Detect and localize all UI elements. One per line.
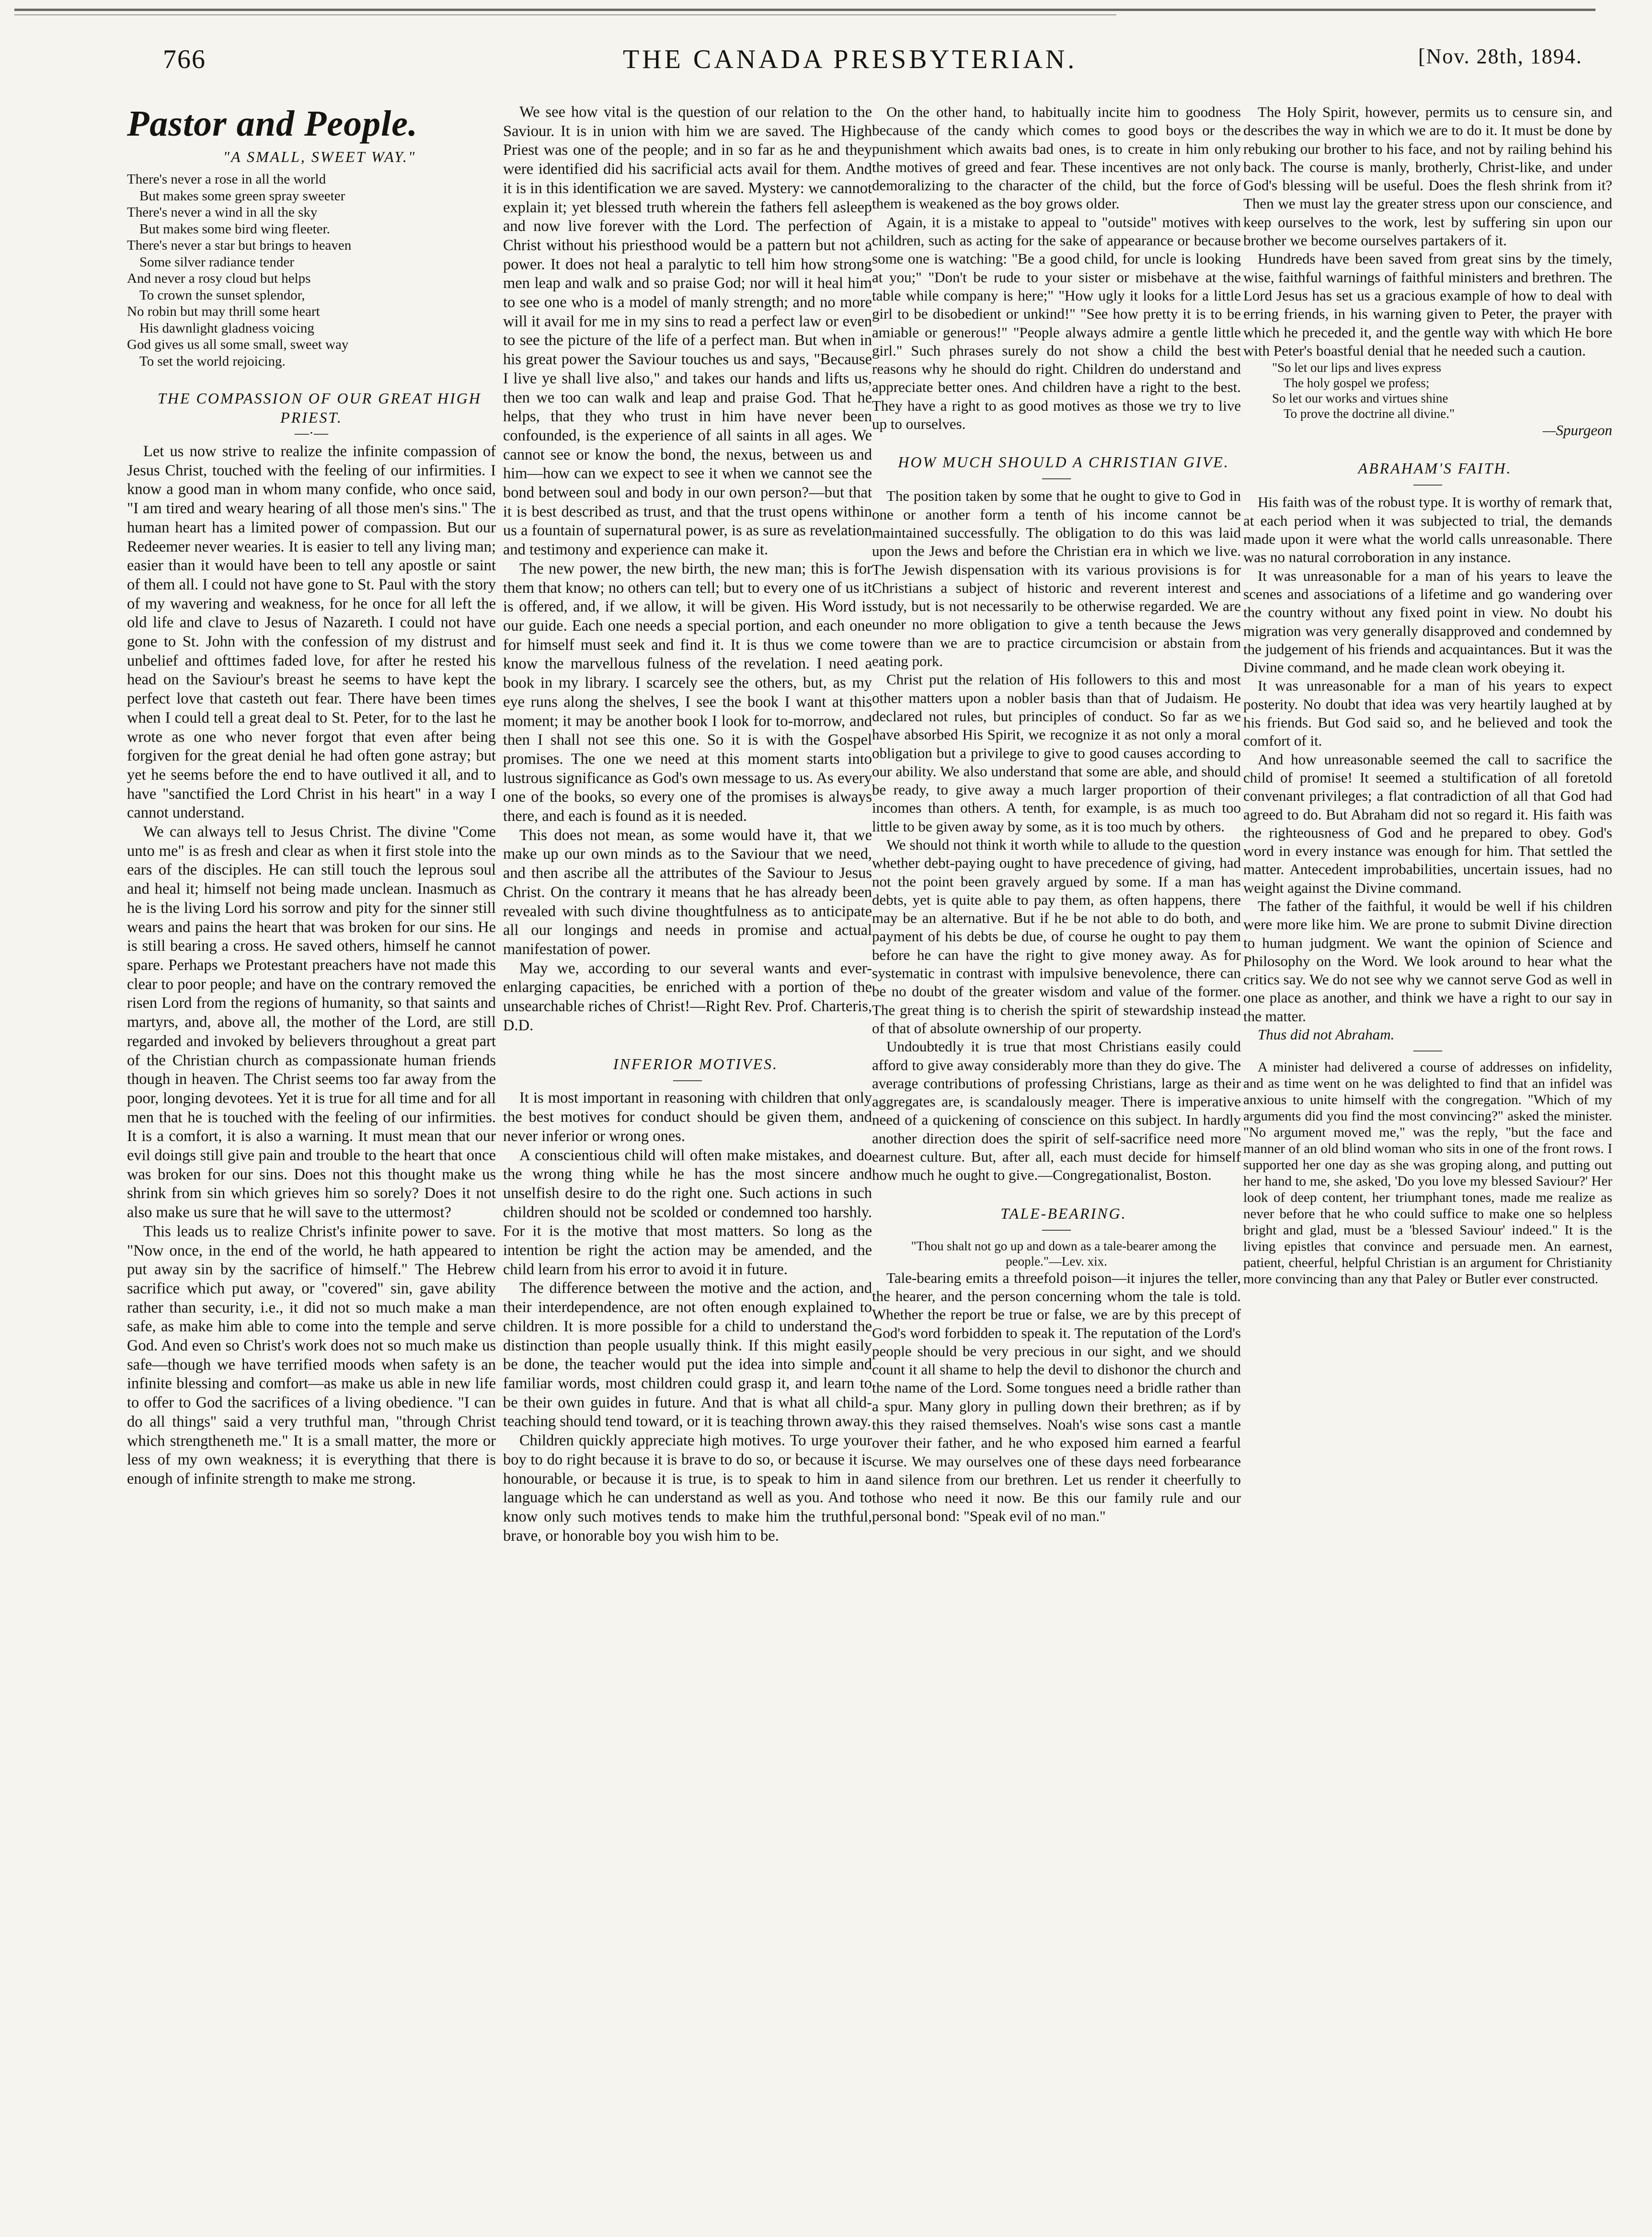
title-rule: ——: [1413, 476, 1442, 492]
paragraph: The new power, the new birth, the new man; this is for them that know; no others can tell; but to every one of us it is offered, and, if we allow, it will be given. His Word is our guide. Each one needs a special portion, and each one for himself must seek and find it. It is thus we come to know the marvellous fulness of the revelation. I need a book in my library. I scarcely see the others, but, as my eye runs along the shelves, I see the book I want at this moment; it may be another book I look for to-morrow, and then I shall not see this one. So it is with the Gospel promises. The one we need at this moment starts into lustrous significance as God's own message to us. As every one of the books, so every one of the promises is always there, and each is found as it is needed.: [503, 560, 872, 825]
department-heading: Pastor and People.: [127, 104, 418, 144]
spacer: [503, 1035, 872, 1054]
paragraph: We see how vital is the question of our relation to the Saviour. It is in union with him we are saved. The High Priest was one of the people; and in so far as he and they were identified did his sacrificial acts avail for them. And it is in this identification we are saved. Mystery: we cannot explain it; yet blessed truth wherein the fathers fell asleep and now live forever with the Lord. The perfection of Christ without his priesthood would be a pattern but not a power. It does not heal a paralytic to tell him how strong men leap and walk and so praise God; nor will it heal him to see one who is a model of manly strength; and no more will it avail for me in my sins to read a perfect law or even to see the picture of the life of a perfect man. But when in his great power the Saviour touches us and says, "Because I live ye shall live also," and takes our hands and lifts us, then we too can walk and leap and praise God. That he helps, that they who trust in him have never been confounded, is the experience of all saints in all ages. We cannot see or know the bond, the nexus, between us and him—how can we expect to see it when we cannot see the bond between soul and body in our own person?—but that it is best described as trust, and that the trust opens within us a fountain of supernatural power, is as sure as revelation and testimony and experience can make it.: [503, 104, 872, 559]
spacer: [872, 1185, 1241, 1204]
column-4: [1243, 103, 1612, 1287]
poem-line: But makes some bird wing fleeter.: [139, 221, 330, 237]
poem-title: "A SMALL, SWEET WAY.": [223, 148, 416, 165]
verse-line: To prove the doctrine all divine.": [1284, 406, 1455, 421]
top-rule-thin: [14, 14, 1116, 15]
article-title-abraham: ABRAHAM'S FAITH.: [1358, 460, 1512, 477]
paragraph: Children quickly appreciate high motives. To urge your boy to do right because it is brave to do so, or because it is honourable, or because it is true, is to speak to him in a language which he can understand as well as you. And to know only such motives tends to make him the truthful, brave, or honorable boy you wish him to be.: [503, 1432, 872, 1545]
poem: [127, 171, 496, 369]
epigraph: "Thou shalt not go up and down as a tale-bearer among the people."—Lev. xix.: [911, 1238, 1216, 1268]
poem-line: To set the world rejoicing.: [139, 353, 286, 369]
column-1: [127, 103, 496, 1489]
masthead-title: THE CANADA PRESBYTERIAN.: [623, 45, 1078, 74]
top-rule: [14, 9, 1595, 11]
poem-line: There's never a rose in all the world: [127, 172, 326, 187]
spacer: [1243, 439, 1612, 459]
paragraph: His faith was of the robust type. It is worthy of remark that, at each period when it was subjected to trial, the demands made upon it were what the world calls unreasonable. There was no natural corroboration in any instance.: [1243, 494, 1612, 566]
poem-line: To crown the sunset splendor,: [139, 287, 305, 303]
page-number: 766: [163, 45, 206, 74]
paragraph: And how unreasonable seemed the call to sacrifice the child of promise! It seemed a stultification of all foretold convenant privileges; a flat contradiction of all that God had agreed to do. But Abraham did not so regard it. His faith was the righteousness of God and he prepared to obey. God's word in every instance was enough for him. That settled the matter. Antecedent improbabilities, uncertain issues, had no weight against the Divine command.: [1243, 750, 1612, 896]
verse: [1243, 360, 1612, 421]
column-3: [872, 103, 1241, 1526]
paragraph: Let us now strive to realize the infinite compassion of Jesus Christ, touched with the feeling of our infirmities. I know a good man in whom many confide, who once said, "I am tired and weary hearing of all those men's sins." The human heart has a limited power of compassion. But our Redeemer never wearies. It is easier to tell any living man; easier than it would have been to tell any apostle or saint of them all. I could not have gone to St. Paul with the story of my wavering and weakness, for he once for all left the old life and clave to Jesus of Nazareth. I could not have gone to St. John with the confession of my distrust and unbelief and ofttimes faded love, for after he rested his head on the Saviour's breast he seems to have kept the perfect love that casteth out fear. There have been times when I could tell a great deal to St. Peter, for to the last he wrote as one who never forgot that even after being forgiven for the great denial he had often gone astray; but yet he seems before the end to have outlived it all, and to have "sanctified the Lord Christ in his heart" in a way I cannot understand.: [127, 443, 496, 822]
closing-line: Thus did not Abraham.: [1258, 1026, 1395, 1043]
poem-line: And never a rosy cloud but helps: [127, 271, 311, 286]
paragraph: Christ put the relation of His followers to this and most other matters upon a nobler basis than that of Judaism. He declared not rules, but principles of conduct. So far as we have absorbed His Spirit, we recognize it as not only a moral obligation but a privilege to give to good causes according to our ability. We also understand that some are able, and should be ready, to give away a much larger proportion of their incomes than others. A tenth, for example, is as much too little to be given away by some, as it is too much by others.: [872, 671, 1241, 835]
paragraph: Hundreds have been saved from great sins by the timely, wise, faithful warnings of faithful ministers and brethren. The Lord Jesus has set us a gracious example of how to deal with erring friends, in his warning given to Peter, the prayer with which he preceded it, and the gentle way with which He bore with Peter's boastful denial that he needed such a caution.: [1243, 250, 1612, 359]
paragraph: This does not mean, as some would have it, that we make up our own minds as to the Saviour that we need, and then ascribe all the attributes of the Saviour to Jesus Christ. On the contrary it means that he has already been revealed with such divine thoughtfulness as to anticipate all our longings and needs in promise and actual manifestation of power.: [503, 826, 872, 958]
verse-line: "So let our lips and lives express: [1272, 360, 1441, 375]
poem-line: There's never a star but brings to heaven: [127, 238, 352, 253]
paragraph: It was unreasonable for a man of his years to leave the scenes and associations of a lifetime and go wandering over the country without any fixed point in view. No doubt his migration was very generally disapproved and condemned by the judgement of his friends and acquaintances. But it was the Divine command, and he made clean work obeying it.: [1243, 567, 1612, 676]
paragraph: Again, it is a mistake to appeal to "outside" motives with children, such as acting for the sake of appearance or because some one is watching: "Be a good child, for uncle is looking at you;" "Don't be rude to your sister or misbehave at the table while company is here;" "How ugly it looks for a little girl to be disobedient or unkind!" "See how pretty it is to be amiable or generous!" "People always admire a gentle little girl." Such phrases surely do not show a child the best reasons why he should do right. Children do understand and appreciate better ones. And children have a right to the best. They have a right to as good motives as those we try to live up to ourselves.: [872, 213, 1241, 433]
verse-line: So let our works and virtues shine: [1272, 391, 1448, 406]
paragraph: Undoubtedly it is true that most Christians easily could afford to give away considerably more than they do give. The average contributions of professing Christians, large as their aggregates are, is scandalously meager. There is imperative need of a quickening of conscience on this subject. In hardly another direction does the spirit of self-sacrifice need more earnest culture. But, after all, each must decide for himself how much he ought to give.—Congregationalist, Boston.: [872, 1038, 1241, 1184]
paragraph: The position taken by some that he ought to give to God in one or another form a tenth of his income cannot be maintained successfully. The obligation to do this was laid upon the Jews and before the Christian era in which we live. The Jewish dispensation with its various provisions is for Christians a subject of historic and reverent interest and study, but is not necessarily to be otherwise regarded. We are under no more obligation to give a tenth because the Jews were than we are to practice circumcision or abstain from eating pork.: [872, 487, 1241, 670]
section-rule: ——: [1413, 1042, 1442, 1058]
title-rule: ——: [1042, 470, 1071, 486]
poem-line: There's never a wind in all the sky: [127, 205, 318, 220]
paragraph: A conscientious child will often make mistakes, and do the wrong thing while he has the most sincere and unselfish desire to do the right one. Such actions in such children should not be scolded or condemned too harshly. For it is the motive that most matters. So long as the intention be right the action may be amended, and the child learn from his error to avoid it in future.: [503, 1146, 872, 1278]
title-rule: ——: [1042, 1221, 1071, 1237]
article-title-giving: HOW MUCH SHOULD A CHRISTIAN GIVE.: [898, 453, 1229, 471]
poem-line: But makes some green spray sweeter: [139, 188, 345, 204]
paragraph: The Holy Spirit, however, permits us to censure sin, and describes the way in which we are to do it. It must be done by rebuking our brother to his face, and not by railing behind his back. The course is manly, brotherly, Christ-like, and under God's blessing will be useful. Does the flesh shrink from it? Then we must lay the greater stress upon our conscience, and keep ourselves to the work, lest by suffering sin upon our brother we become ourselves partakers of it.: [1243, 104, 1612, 249]
title-rule: —·—: [295, 425, 328, 441]
column-2: [503, 103, 872, 1545]
paragraph: On the other hand, to habitually incite him to goodness because of the candy which comes to good boys or the punishment which awaits bad ones, is to create in him only the motives of greed and fear. These incentives are not only demoralizing to the character of the child, but the force of them is weakened as the boy grows older.: [872, 104, 1241, 212]
paragraph: Tale-bearing emits a threefold poison—it injures the teller, the hearer, and the person concerning whom the tale is told. Whether the report be true or false, we are by this precept of God's word forbidden to speak it. The reputation of the Lord's people should be very precious in our sight, and we should count it all shame to help the devil to dishonor the church and the name of the Lord. Some tongues need a bridle rather than a spur. Many glory in pulling down their brethren; as if by this they raised themselves. Noah's wise sons cast a mantle over their father, and he who exposed him earned a fearful curse. We may ourselves one of these days need forbearance and silence from our brethren. Let us render it cheerfully to those who need it now. Be this our family rule and our personal bond: "Speak evil of no man.": [872, 1269, 1241, 1525]
article-title-compassion: THE COMPASSION OF OUR GREAT HIGH PRIEST.: [158, 390, 482, 426]
article-title-inferior: INFERIOR MOTIVES.: [613, 1055, 779, 1073]
poem-line: His dawnlight gladness voicing: [139, 320, 314, 336]
poem-line: God gives us all some small, sweet way: [127, 337, 349, 352]
paragraph: The difference between the motive and the action, and their interdependence, are not often enough explained to children. It is more possible for a child to understand the distinction than people usually think. If this might easily be done, the teacher would put the idea into simple and familiar words, most children could grasp it, and learn to be their own guides in future. And that is what all child-teaching should tend toward, or it is teaching thrown away.: [503, 1280, 872, 1430]
paragraph: It was unreasonable for a man of his years to expect posterity. No doubt that idea was very heartily laughed at by his friends. But God said so, and he believed and took the comfort of it.: [1243, 677, 1612, 750]
paragraph: May we, according to our several wants and ever-enlarging capacities, be enriched with a portion of the unsearchable riches of Christ!—Right Rev. Prof. Charteris, D.D.: [503, 959, 872, 1034]
issue-date: [Nov. 28th, 1894.: [1418, 45, 1583, 68]
spacer: [127, 369, 496, 389]
paragraph: The father of the faithful, it would be well if his children were more like him. We are prone to submit Divine direction to human judgment. We want the opinion of Science and Philosophy on the Word. We look around to hear what the critics say. We do not see why we cannot serve God as well in one place as another, and think we have a right to our say in the matter.: [1243, 897, 1612, 1025]
poem-line: Some silver radiance tender: [139, 254, 294, 270]
article-title-tale: TALE-BEARING.: [1000, 1204, 1127, 1222]
spacer: [872, 433, 1241, 452]
paragraph: We should not think it worth while to allude to the question whether debt-paying ought to have precedence of giving, had not the point been gravely argued by some. If a man has debts, yet is quite able to pay them, as often happens, there may be an alternative. But if he be not able to do both, and payment of his debts be due, of course he ought to pay them before he can have the right to give money away. As for systematic in contrast with impulsive benevolence, there can be no doubt of the greater wisdom and value of the former. The great thing is to cherish the spirit of stewardship instead of that of absolute ownership of our property.: [872, 836, 1241, 1037]
paragraph: This leads us to realize Christ's infinite power to save. "Now once, in the end of the world, he hath appeared to put away sin by the sacrifice of himself." The Hebrew sacrifice which put away, or "covered" sin, gave ability rather than security, i.e., it did not so much make a man safe, as make him able to come into the temple and serve God. And even so Christ's work does not so much make us safe—though we have terrified moods when safety is an infinite blessing and comfort—as make us able in new life to offer to God the sacrifices of a living obedience. "I can do all things" said a very truthful man, "through Christ which strengtheneth me." It is a small matter, the more or less of my own weakness; it is everything that there is enough of infinite strength to make me strong.: [127, 1222, 496, 1487]
title-rule: ——: [673, 1072, 702, 1088]
verse-line: The holy gospel we profess;: [1284, 376, 1430, 391]
paragraph: We can always tell to Jesus Christ. The divine "Come unto me" is as fresh and clear as when it first stole into the ears of the disciples. He can still touch the leprous soul and heal it; himself not being made unclean. Inasmuch as he is the living Lord his sorrow and pity for the sinner still wears and pains the heart that was broken for our sins. He is still bearing a cross. He saved others, himself he cannot spare. Perhaps we Protestant preachers have not made this clear to poor people; and have on the contrary removed the risen Lord from the regions of humanity, so that saints and martyrs, and, above all, the mother of the Lord, are still regarded and invoked by believers throughout a great part of the Christian church as compassionate human friends though in heaven. The Christ seems too far away from the poor, longing devotees. Yet it is true for all time and for all men that he is touched with the feeling of our infirmities. It is a comfort, it is also a warning. It must mean that our evil doings still give pain and trouble to the heart that once was broken for our sins. Does not this thought make us shrink from sin which grieves him so sorely? Does it not also make us sure that he will save to the uttermost?: [127, 823, 496, 1222]
paragraph: It is most important in reasoning with children that only the best motives for conduct should be given them, and never inferior or wrong ones.: [503, 1089, 872, 1145]
attribution: —Spurgeon: [1542, 422, 1612, 439]
poem-line: No robin but may thrill some heart: [127, 304, 320, 319]
anecdote-paragraph: A minister had delivered a course of addresses on infidelity, and as time went on he was delighted to find that an infidel was anxious to unite himself with the congregation. "Which of my arguments did you find the most convincing?" asked the minister. "No argument moved me," was the reply, "but the face and manner of an old blind woman who sits in one of the front rows. I supported her one day as she was groping along, and putting out her hand to me, she asked, 'Do you love my blessed Saviour?' Her look of deep content, her triumphant tones, made me realize as never before that he who could suffice to make one so helpless bright and glad, must be a 'blessed Saviour' indeed." It is the living epistles that convince and persuade men. An earnest, patient, cheerful, helpful Christian is an argument for Christianity more convincing than any that Paley or Butler ever constructed.: [1243, 1060, 1612, 1287]
